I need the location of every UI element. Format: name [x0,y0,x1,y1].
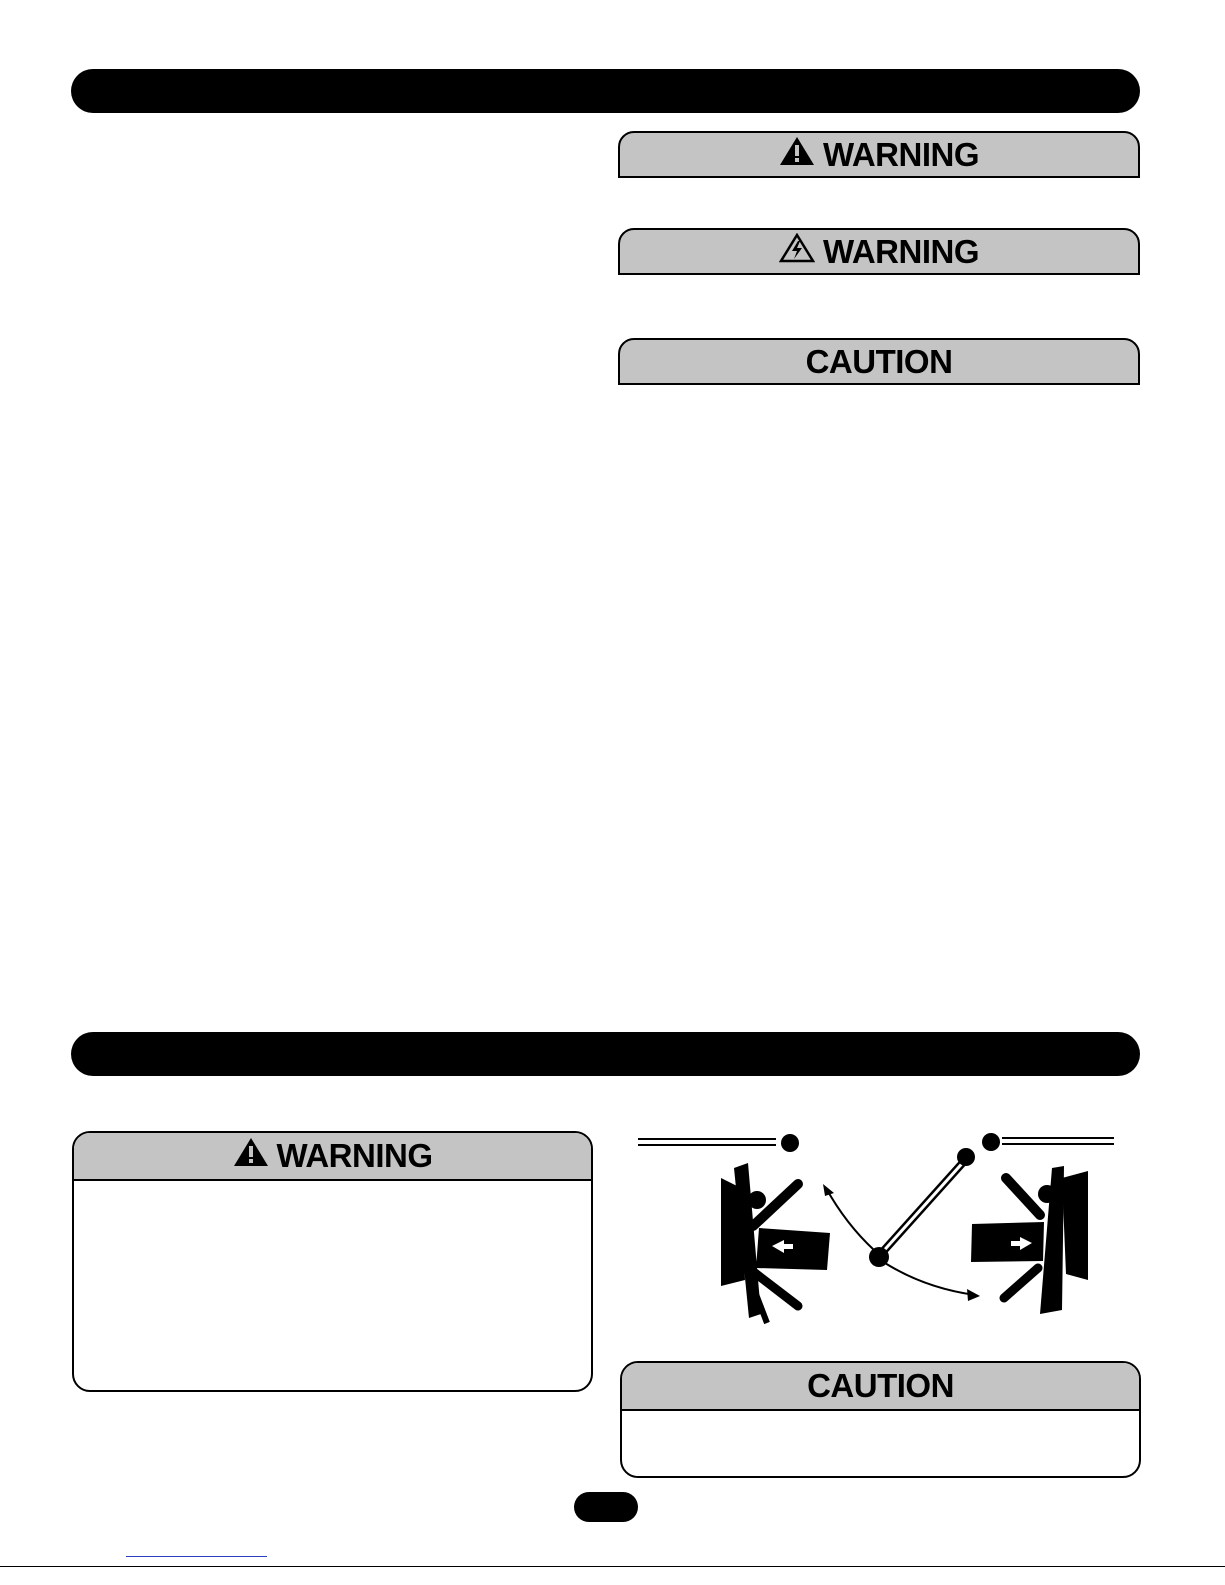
person-right [971,1166,1088,1314]
person-left [721,1163,830,1323]
caution-sign-label: CAUTION [805,342,953,380]
lightning-triangle-icon [779,233,815,271]
footer-link[interactable] [126,1556,267,1557]
warning-sign-general [618,131,1140,178]
warning-sign-label: WARNING [823,232,979,270]
page-number-badge [574,1492,638,1522]
warning-box [72,1131,593,1392]
exclamation-triangle-icon [779,136,815,174]
footer-rule [0,1566,1225,1567]
warning-sign-electric [618,228,1140,275]
section-header-bar-top [71,69,1140,113]
caution-box-header [622,1363,1139,1411]
installation-illustration [630,1128,1130,1328]
exclamation-triangle-icon [233,1137,269,1175]
rail-arm [869,1148,975,1267]
swing-arrows [823,1184,980,1301]
caution-box-label: CAUTION [807,1367,954,1404]
warning-box-label: WARNING [276,1137,433,1174]
section-header-bar-bottom [71,1032,1140,1076]
caution-sign [618,338,1140,385]
ceiling-right [982,1133,1114,1151]
caution-box [620,1361,1141,1478]
warning-sign-label: WARNING [823,135,979,173]
warning-box-header [74,1133,591,1181]
ceiling-left [638,1134,799,1152]
